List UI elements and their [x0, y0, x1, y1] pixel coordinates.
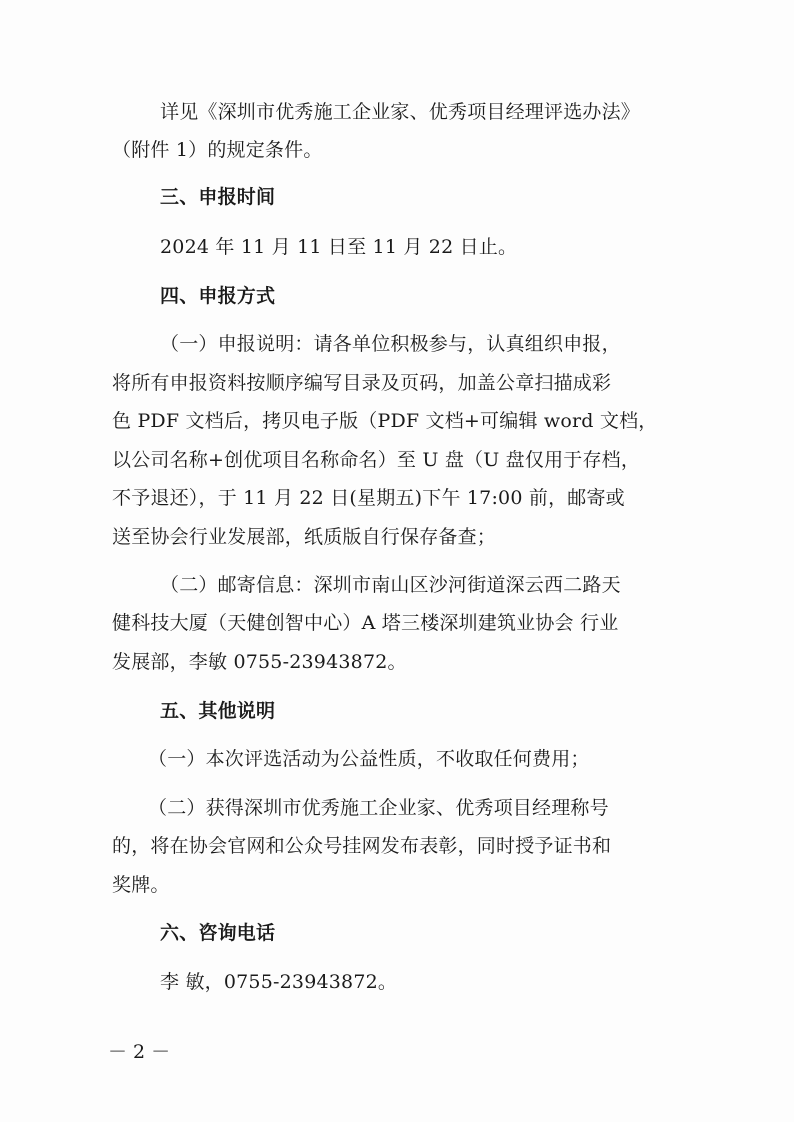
paragraph-line: 以公司名称+创优项目名称命名）至 U 盘（U 盘仅用于存档，: [112, 449, 641, 471]
paragraph-line: 奖牌。: [112, 874, 170, 896]
section-heading: 三、申报时间: [160, 186, 276, 208]
paragraph-line: 色 PDF 文档后，拷贝电子版（PDF 文档+可编辑 word 文档，: [112, 410, 658, 432]
paragraph-line: 将所有申报资料按顺序编写目录及页码，加盖公章扫描成彩: [112, 372, 612, 394]
section-heading: 四、申报方式: [160, 285, 276, 307]
paragraph-line: 李 敏，0755-23943872。: [160, 971, 398, 993]
paragraph-line: （一）本次评选活动为公益性质，不收取任何费用；: [148, 748, 590, 770]
page-number: － 2 －: [108, 1041, 171, 1063]
paragraph-line: 健科技大厦（天健创智中心）A 塔三楼深圳建筑业协会 行业: [112, 612, 619, 634]
paragraph-line: （二）获得深圳市优秀施工企业家、优秀项目经理称号: [148, 797, 609, 819]
paragraph-line: （二）邮寄信息：深圳市南山区沙河街道深云西二路天: [160, 574, 621, 596]
paragraph-line: 发展部，李敏 0755-23943872。: [112, 651, 407, 673]
paragraph-line: 的，将在协会官网和公众号挂网发布表彰，同时授予证书和: [112, 835, 612, 857]
paragraph-line: 送至协会行业发展部，纸质版自行保存备查；: [112, 526, 497, 548]
paragraph-line: 不予退还），于 11 月 22 日(星期五)下午 17:00 前，邮寄或: [112, 487, 625, 509]
paragraph-line: （一）申报说明：请各单位积极参与，认真组织申报，: [160, 333, 621, 355]
section-heading: 五、其他说明: [160, 700, 276, 722]
paragraph-line: 2024 年 11 月 11 日至 11 月 22 日止。: [160, 236, 518, 258]
paragraph-line: 详见《深圳市优秀施工企业家、优秀项目经理评选办法》: [160, 101, 641, 123]
section-heading: 六、咨询电话: [160, 922, 276, 944]
paragraph-line: （附件 1）的规定条件。: [112, 139, 323, 161]
